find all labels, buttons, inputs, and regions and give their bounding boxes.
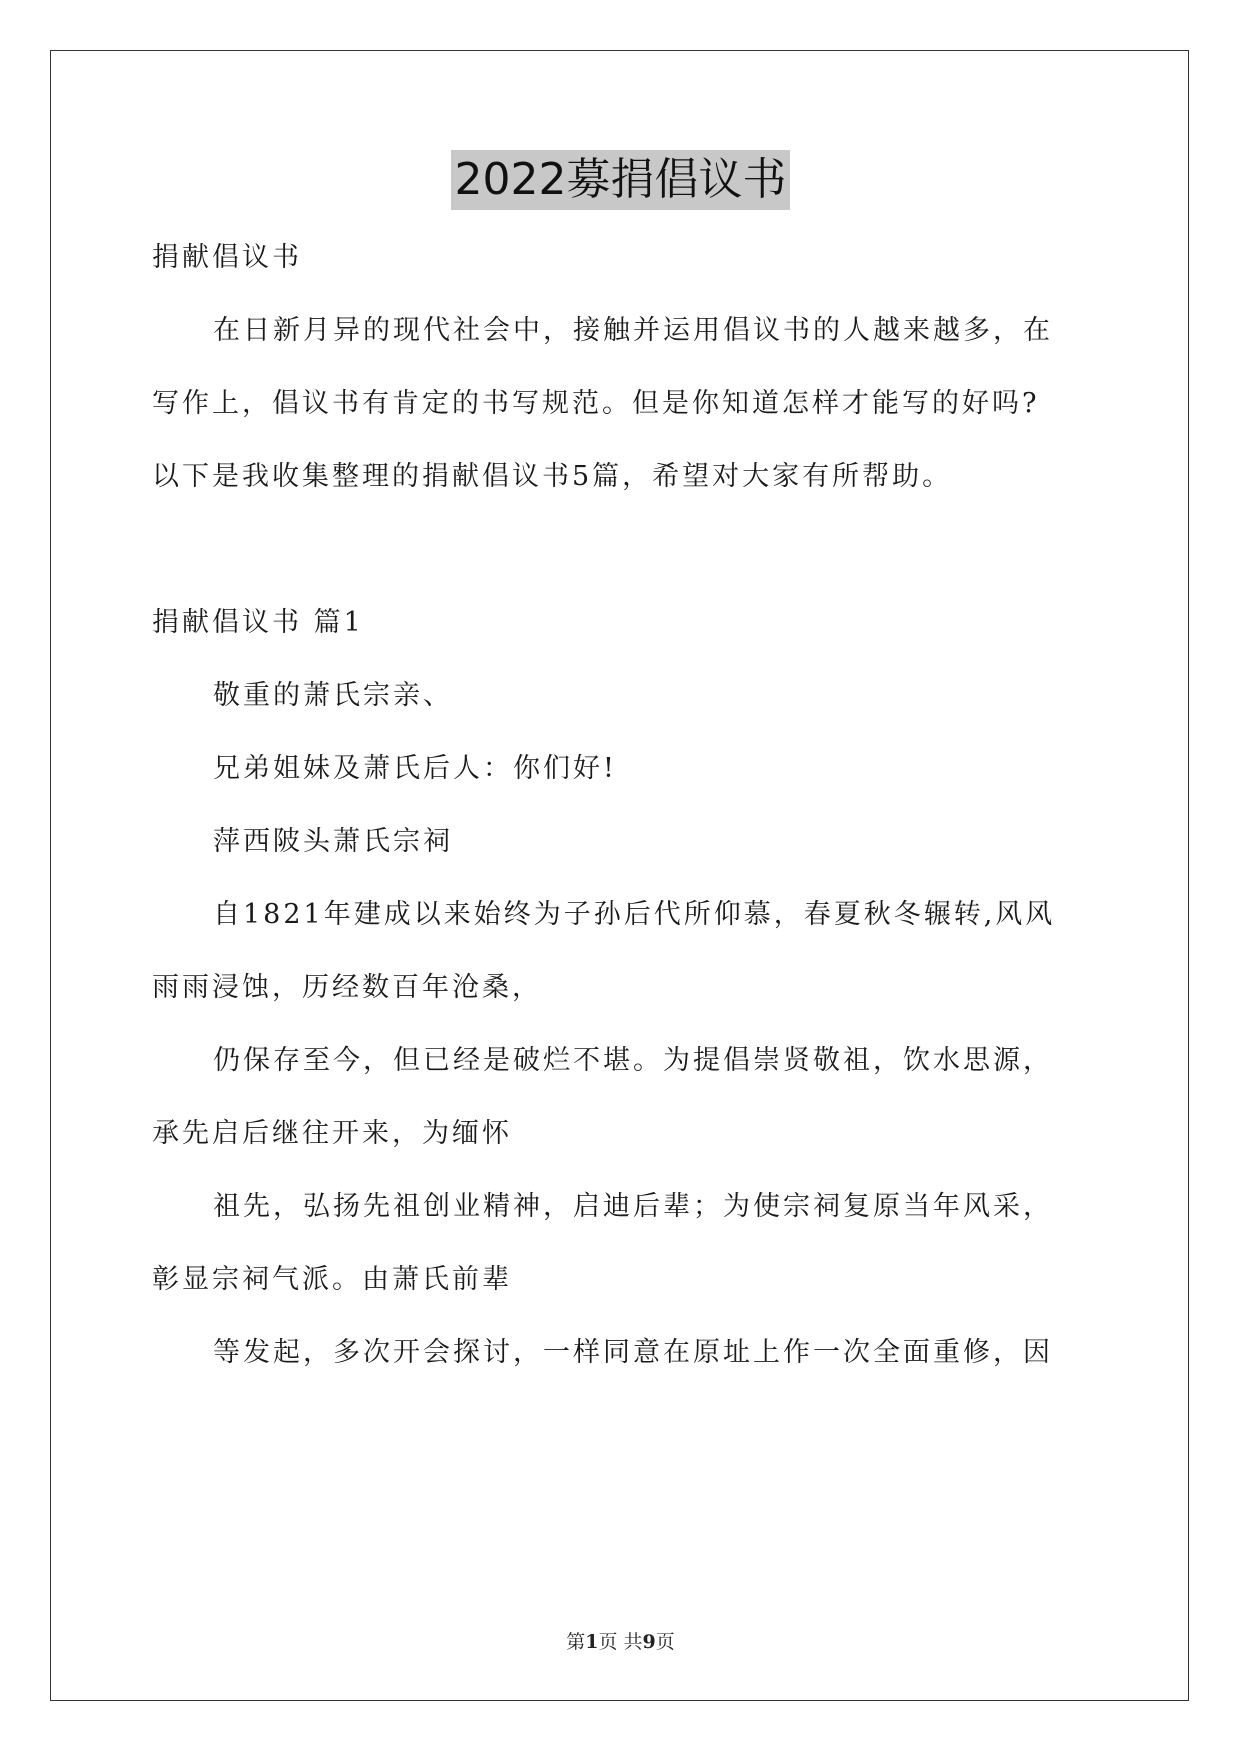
paragraph-line: 自1821年建成以来始终为子孙后代所仰慕，春夏秋冬辗转,风风 [213, 899, 1056, 930]
paragraph-line: 承先启后继往开来，为缅怀 [152, 1118, 512, 1149]
title-container [0, 150, 1241, 210]
paragraph-line: 雨雨浸蚀，历经数百年沧桑， [152, 972, 542, 1003]
footer-mid: 页 共 [598, 1631, 643, 1653]
paragraph-line: 兄弟姐妹及萧氏后人：你们好! [213, 753, 617, 784]
page-border [50, 50, 1189, 1701]
paragraph-line: 在日新月异的现代社会中，接触并运用倡议书的人越来越多，在 [213, 315, 1053, 346]
paragraph-line: 以下是我收集整理的捐献倡议书5篇，希望对大家有所帮助。 [152, 461, 953, 492]
document-title: 2022募捐倡议书 [451, 150, 791, 210]
page-footer [0, 1627, 1241, 1654]
total-pages-number: 9 [642, 1631, 656, 1653]
current-page-number: 1 [585, 1631, 599, 1653]
section-heading: 捐献倡议书 [152, 242, 302, 273]
footer-prefix: 第 [566, 1631, 586, 1653]
paragraph-line: 等发起，多次开会探讨，一样同意在原址上作一次全面重修，因 [213, 1337, 1053, 1368]
footer-suffix: 页 [655, 1631, 675, 1653]
paragraph-line: 仍保存至今，但已经是破烂不堪。为提倡崇贤敬祖，饮水思源， [213, 1045, 1053, 1076]
paragraph-line: 祖先，弘扬先祖创业精神，启迪后辈；为使宗祠复原当年风采， [213, 1191, 1053, 1222]
paragraph-line: 敬重的萧氏宗亲、 [213, 680, 453, 711]
paragraph-line: 写作上，倡议书有肯定的书写规范。但是你知道怎样才能写的好吗? [152, 388, 1040, 419]
section-heading: 捐献倡议书 篇1 [152, 607, 364, 638]
paragraph-line: 萍西陂头萧氏宗祠 [213, 826, 453, 857]
paragraph-line: 彰显宗祠气派。由萧氏前辈 [152, 1264, 512, 1295]
